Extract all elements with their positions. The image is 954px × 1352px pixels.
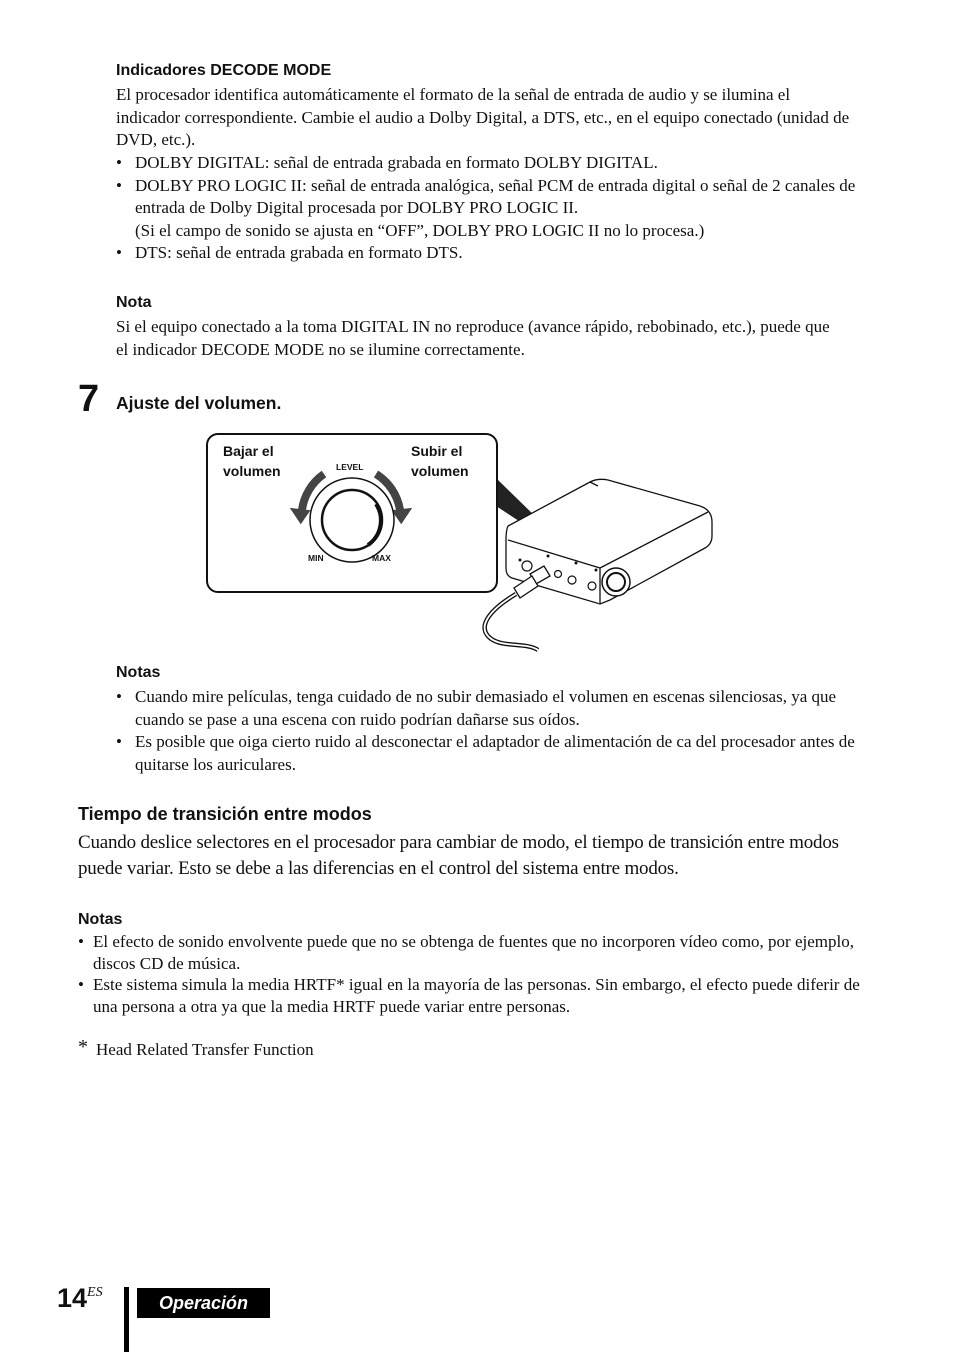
list-item-continuation: (Si el campo de sonido se ajusta en “OFF”, DOLBY PRO LOGIC II no lo procesa.) xyxy=(135,220,705,240)
page-number-suffix: ES xyxy=(87,1285,103,1300)
volume-up-label-line2: volumen xyxy=(411,463,469,479)
volume-figure xyxy=(200,428,720,654)
max-label: MAX xyxy=(372,553,391,563)
device-switch xyxy=(555,571,562,578)
footer-divider xyxy=(124,1287,129,1352)
headphone-jack xyxy=(522,561,532,571)
level-label: LEVEL xyxy=(336,462,364,472)
notas-list xyxy=(116,686,856,776)
section-tab: Operación xyxy=(137,1288,270,1318)
nota-text: Si el equipo conectado a la toma DIGITAL IN no reproduce (avance rápido, rebobinado, etc.), puede que el indicador DECODE MODE no se ilumine correctamente. xyxy=(116,317,830,359)
volume-down-label-line1: Bajar el xyxy=(223,443,274,459)
decode-mode-list xyxy=(116,152,856,265)
step-number: 7 xyxy=(78,378,100,420)
min-label: MIN xyxy=(308,553,324,563)
step-title: Ajuste del volumen. xyxy=(116,393,282,413)
decode-mode-paragraph: El procesador identifica automáticamente el formato de la señal de entrada de audio y se ilumina el indicador correspondiente. Cambie el audio a Dolby Digital, a DTS, etc., en el equipo conectado (unidad de DVD, etc.). xyxy=(116,85,850,149)
led-indicator xyxy=(547,555,550,558)
device-volume-knob-inner xyxy=(607,573,625,591)
list-item: • Este sistema simula la media HRTF* igual en la mayoría de las personas. Sin embargo, el efecto puede diferir de una persona a otra ya que la media HRTF puede variar entre personas. xyxy=(78,975,860,1016)
notas2-heading: Notas xyxy=(78,911,123,928)
transition-text: Cuando deslice selectores en el procesador para cambiar de modo, el tiempo de transición entre modos puede variar. Esto se debe a las diferencias en el control del sistema entre modos. xyxy=(78,832,839,879)
list-item: • Es posible que oiga cierto ruido al desconectar el adaptador de alimentación de ca del procesador antes de quitarse los auriculares. xyxy=(116,732,855,774)
decode-mode-heading: Indicadores DECODE MODE xyxy=(116,62,332,79)
device-switch xyxy=(588,582,596,590)
notas-heading: Notas xyxy=(116,664,161,681)
led-indicator xyxy=(519,559,522,562)
list-item: • DOLBY PRO LOGIC II: señal de entrada analógica, señal PCM de entrada digital o señal de 2 canales de entrada de Dolby Digital procesada por DOLBY PRO LOGIC II. xyxy=(116,175,856,217)
volume-up-label-line1: Subir el xyxy=(411,443,463,459)
page-number: $14^{ES}$ xyxy=(57,1283,103,1313)
led-indicator xyxy=(595,569,598,572)
device-switch xyxy=(568,576,576,584)
list-item: • DTS: señal de entrada grabada en formato DTS. xyxy=(116,243,463,262)
footnote-mark: * xyxy=(78,1036,88,1058)
notas2-list xyxy=(78,931,868,1017)
volume-down-label-line2: volumen xyxy=(223,463,281,479)
led-indicator xyxy=(575,562,578,565)
list-item: • Cuando mire películas, tenga cuidado de no subir demasiado el volumen en escenas silenciosas, ya que cuando se pase a una escena con ruido podrían dañarse sus oídos. xyxy=(116,687,837,729)
footnote-text: Head Related Transfer Function xyxy=(96,1040,314,1059)
list-item: • DOLBY DIGITAL: señal de entrada grabada en formato DOLBY DIGITAL. xyxy=(116,153,658,172)
transition-heading: Tiempo de transición entre modos xyxy=(78,804,372,824)
headphone-cable xyxy=(485,594,538,650)
list-item: • El efecto de sonido envolvente puede que no se obtenga de fuentes que no incorporen vídeo como, por ejemplo, discos CD de música. xyxy=(78,932,854,973)
nota-heading: Nota xyxy=(116,294,152,311)
